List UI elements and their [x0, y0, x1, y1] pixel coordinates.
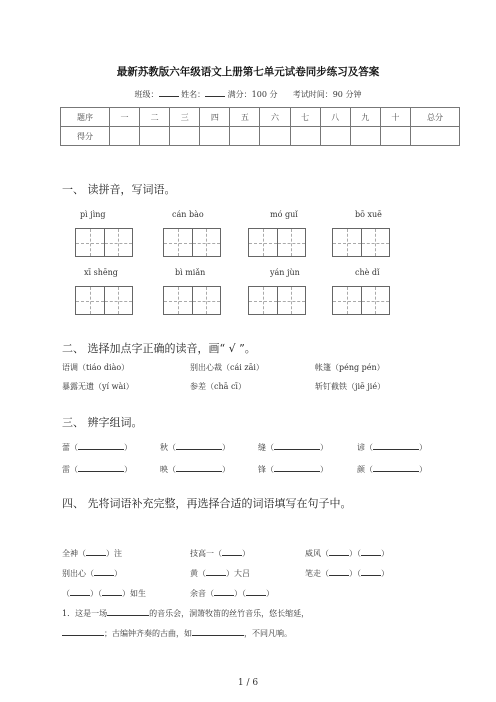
score-input-cell[interactable]	[411, 127, 460, 146]
pinyin-label: bō xuē	[355, 210, 382, 219]
fill-idiom[interactable]: 全神（ ）注	[62, 549, 122, 558]
score-table	[60, 107, 460, 146]
score-table-score-row	[61, 127, 460, 146]
fill-idiom[interactable]: 余音（ ）（ ）	[190, 589, 274, 598]
word-group-item[interactable]: 秋（ ）	[160, 443, 230, 452]
writing-grid[interactable]	[332, 228, 390, 257]
score-cell: 总分	[411, 108, 460, 127]
char: 秋	[160, 443, 168, 452]
section2-title: 二、 选择加点字正确的读音，画“ √ ”。	[62, 342, 256, 355]
exam-info	[0, 88, 496, 100]
char: 雷	[62, 465, 70, 474]
word-group-item[interactable]: 蕾（ ）	[62, 443, 132, 452]
fill-idiom[interactable]: （ ）（ ）如生	[62, 589, 146, 598]
fill-idiom[interactable]: 别出心（ ）	[62, 569, 122, 578]
section3-title: 三、 辨字组词。	[62, 416, 143, 429]
writing-grid[interactable]	[75, 286, 133, 315]
score-input-cell[interactable]	[290, 127, 320, 146]
score-cell: 题序	[61, 108, 110, 127]
fill-idiom[interactable]: 技高一（ ）	[190, 549, 250, 558]
word-group-item[interactable]: 锋（ ）	[258, 465, 328, 474]
writing-grid[interactable]	[163, 228, 221, 257]
reading-choice[interactable]: 语调（tiáo diào）	[62, 363, 130, 372]
word-group-item[interactable]: 映（ ）	[160, 465, 230, 474]
score-input-cell[interactable]	[170, 127, 200, 146]
pinyin-label: pì jìng	[80, 210, 106, 219]
score-input-cell[interactable]	[110, 127, 140, 146]
char: 缝	[258, 443, 266, 452]
score-cell: 三	[170, 108, 200, 127]
score-input-cell[interactable]	[230, 127, 260, 146]
char: 蕾	[62, 443, 70, 452]
score-cell: 八	[320, 108, 350, 127]
pinyin-label: xī shēng	[84, 268, 118, 277]
score-row-label: 得分	[61, 127, 110, 146]
score-cell: 十	[380, 108, 410, 127]
word-group-item[interactable]: 谚（ ）	[357, 443, 427, 452]
section4-title: 四、 先将词语补充完整，再选择合适的词语填写在句子中。	[62, 497, 352, 510]
page-title: 最新苏教版六年级语文上册第七单元试卷同步练习及答案	[116, 66, 380, 78]
writing-grid[interactable]	[248, 286, 306, 315]
pinyin-label: chè dǐ	[355, 268, 380, 277]
class-blank[interactable]	[159, 88, 179, 97]
writing-grid[interactable]	[332, 286, 390, 315]
name-blank[interactable]	[205, 88, 225, 97]
char: 谚	[357, 443, 365, 452]
full-score: 满分：100 分	[227, 90, 278, 99]
pinyin-label: yán jùn	[270, 268, 300, 277]
reading-choice[interactable]: 帐篷（péng pén）	[315, 363, 385, 372]
word-group-item[interactable]: 雷（ ）	[62, 465, 132, 474]
word-group-item[interactable]: 颜（ ）	[357, 465, 427, 474]
score-input-cell[interactable]	[260, 127, 290, 146]
exam-time: 考试时间：90 分钟	[292, 90, 362, 99]
score-input-cell[interactable]	[320, 127, 350, 146]
pinyin-label: bì miǎn	[175, 268, 206, 277]
fill-idiom[interactable]: 威风（ ）（ ）	[305, 549, 389, 558]
reading-choice[interactable]: 暴露无遗（yí wài）	[62, 382, 134, 391]
class-label: 班级：	[134, 90, 159, 99]
pinyin-label: cán bào	[172, 210, 204, 219]
score-table-header-row	[61, 108, 460, 127]
score-input-cell[interactable]	[380, 127, 410, 146]
score-cell: 四	[200, 108, 230, 127]
writing-grid[interactable]	[248, 228, 306, 257]
score-input-cell[interactable]	[140, 127, 170, 146]
section1-title: 一、 读拼音，写词语。	[62, 183, 176, 196]
score-cell: 五	[230, 108, 260, 127]
name-label: 姓名：	[181, 90, 206, 99]
score-input-cell[interactable]	[350, 127, 380, 146]
char: 映	[160, 465, 168, 474]
word-group-item[interactable]: 缝（ ）	[258, 443, 328, 452]
fill-idiom[interactable]: 黄（ ）大吕	[190, 569, 250, 578]
fill-sentence[interactable]: 1．这是一场 的音乐会，洞箫牧笛的丝竹音乐，悠长缩延，	[62, 609, 310, 618]
fill-idiom[interactable]: 笔走（ ）（ ）	[305, 569, 389, 578]
writing-grid[interactable]	[163, 286, 221, 315]
char: 锋	[258, 465, 266, 474]
score-cell: 一	[110, 108, 140, 127]
reading-choice[interactable]: 斩钉截铁（jiē jié）	[315, 382, 386, 391]
score-cell: 九	[350, 108, 380, 127]
score-cell: 七	[290, 108, 320, 127]
score-cell: 二	[140, 108, 170, 127]
page-number: 1 / 6	[237, 678, 259, 688]
reading-choice[interactable]: 别出心裁（cái zāi）	[190, 363, 264, 372]
score-cell: 六	[260, 108, 290, 127]
writing-grid[interactable]	[75, 228, 133, 257]
score-input-cell[interactable]	[200, 127, 230, 146]
reading-choice[interactable]: 参差（chā cī）	[190, 382, 246, 391]
fill-sentence[interactable]: ；古编钟齐奏的古曲，如 ，不同凡响。	[62, 627, 292, 639]
char: 颜	[357, 465, 365, 474]
pinyin-label: mó guǐ	[270, 210, 298, 219]
